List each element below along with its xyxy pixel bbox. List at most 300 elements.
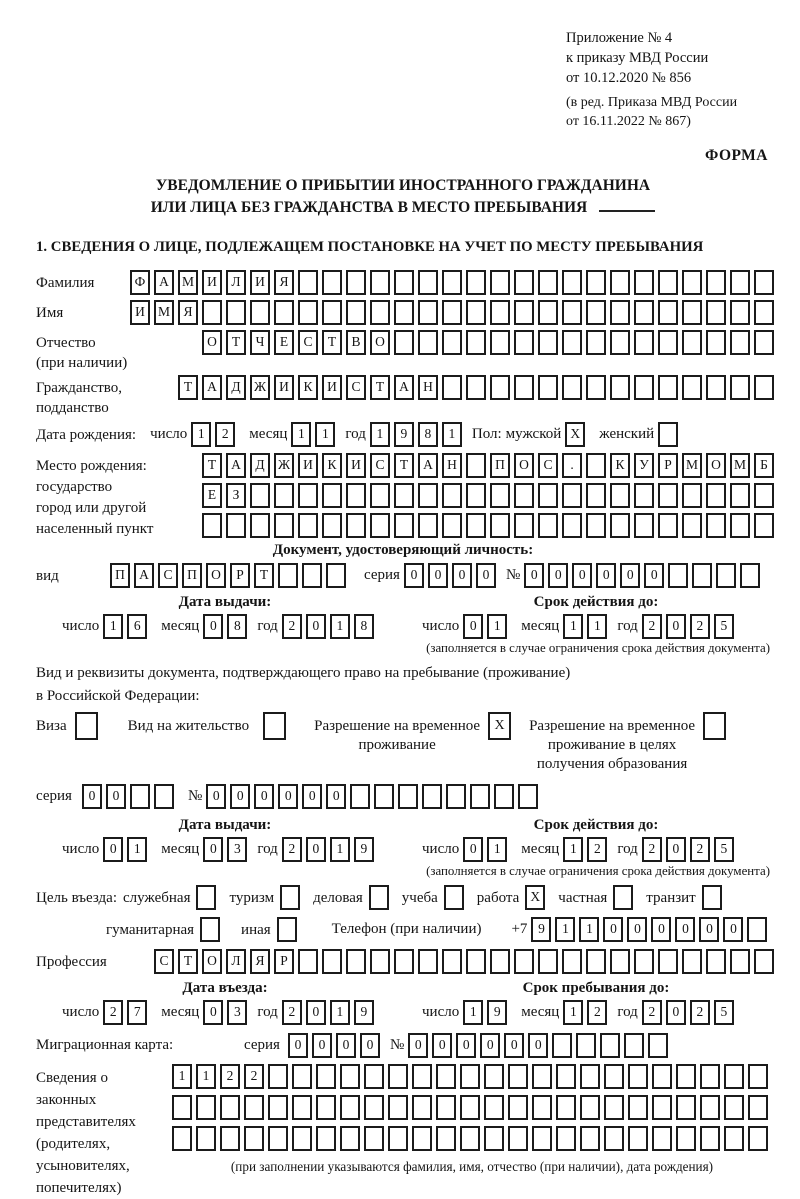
cell[interactable] [700, 1126, 720, 1151]
cell[interactable]: 9 [354, 1000, 374, 1025]
cell[interactable] [394, 483, 414, 508]
cell[interactable] [682, 330, 702, 355]
cell[interactable]: 2 [642, 837, 662, 862]
cell[interactable] [748, 1095, 768, 1120]
cell[interactable] [346, 270, 366, 295]
cell[interactable] [202, 300, 222, 325]
cell[interactable] [586, 483, 606, 508]
cell[interactable] [346, 483, 366, 508]
cell[interactable]: 1 [330, 614, 350, 639]
cell[interactable] [702, 885, 722, 910]
cell[interactable]: 2 [587, 1000, 607, 1025]
cell[interactable] [730, 513, 750, 538]
cell[interactable]: 7 [127, 1000, 147, 1025]
cell[interactable]: 0 [675, 917, 695, 942]
cell[interactable] [436, 1126, 456, 1151]
cell[interactable]: 0 [408, 1033, 428, 1058]
cell[interactable] [610, 513, 630, 538]
cell[interactable] [658, 513, 678, 538]
cell[interactable]: С [154, 949, 174, 974]
cell[interactable] [460, 1064, 480, 1089]
cell[interactable]: О [206, 563, 226, 588]
cell[interactable] [278, 563, 298, 588]
birth-place-row1-cells[interactable] [202, 453, 778, 478]
cell[interactable] [556, 1126, 576, 1151]
residence-number-cells[interactable] [206, 784, 542, 809]
cell[interactable] [442, 949, 462, 974]
cell[interactable]: С [538, 453, 558, 478]
cell[interactable] [562, 375, 582, 400]
cell[interactable]: 0 [456, 1033, 476, 1058]
cell[interactable] [250, 483, 270, 508]
cell[interactable] [220, 1095, 240, 1120]
cell[interactable]: 0 [528, 1033, 548, 1058]
cell[interactable] [442, 330, 462, 355]
cell[interactable] [730, 330, 750, 355]
cell[interactable] [442, 300, 462, 325]
cell[interactable] [172, 1095, 192, 1120]
cell[interactable]: 2 [690, 614, 710, 639]
cell[interactable] [754, 330, 774, 355]
cell[interactable]: 0 [480, 1033, 500, 1058]
cell[interactable] [730, 300, 750, 325]
cell[interactable] [418, 300, 438, 325]
cell[interactable]: Я [250, 949, 270, 974]
cell[interactable] [466, 300, 486, 325]
cell[interactable] [490, 513, 510, 538]
stay-month-cells[interactable] [563, 1000, 611, 1025]
cell[interactable] [682, 375, 702, 400]
cell[interactable]: 0 [644, 563, 664, 588]
cell[interactable] [394, 513, 414, 538]
cell[interactable]: 1 [172, 1064, 192, 1089]
cell[interactable] [446, 784, 466, 809]
cell[interactable]: М [682, 453, 702, 478]
cell[interactable]: 0 [306, 837, 326, 862]
cell[interactable] [580, 1095, 600, 1120]
cell[interactable]: П [110, 563, 130, 588]
cell[interactable]: Т [202, 453, 222, 478]
doc-number-cells[interactable] [524, 563, 764, 588]
cell[interactable] [292, 1095, 312, 1120]
cell[interactable]: 1 [330, 837, 350, 862]
cell[interactable] [490, 375, 510, 400]
cell[interactable]: Р [230, 563, 250, 588]
residence-valid-month-cells[interactable] [563, 837, 611, 862]
cell[interactable]: 0 [666, 1000, 686, 1025]
cell[interactable] [388, 1095, 408, 1120]
cell[interactable] [740, 563, 760, 588]
cell[interactable] [172, 1126, 192, 1151]
cell[interactable] [268, 1064, 288, 1089]
cell[interactable] [610, 330, 630, 355]
cell[interactable]: 8 [227, 614, 247, 639]
cell[interactable]: 0 [476, 563, 496, 588]
cell[interactable] [586, 375, 606, 400]
doc-issue-month-cells[interactable] [203, 614, 251, 639]
cell[interactable] [388, 1126, 408, 1151]
cell[interactable] [586, 453, 606, 478]
purpose-study-checkbox[interactable] [444, 885, 468, 910]
cell[interactable] [692, 563, 712, 588]
cell[interactable] [244, 1095, 264, 1120]
cell[interactable] [706, 513, 726, 538]
cell[interactable]: Т [394, 453, 414, 478]
cell[interactable]: С [346, 375, 366, 400]
cell[interactable] [538, 949, 558, 974]
cell[interactable]: Т [254, 563, 274, 588]
cell[interactable] [562, 330, 582, 355]
cell[interactable] [154, 784, 174, 809]
cell[interactable]: Е [202, 483, 222, 508]
cell[interactable]: 2 [244, 1064, 264, 1089]
cell[interactable] [220, 1126, 240, 1151]
stay-day-cells[interactable] [463, 1000, 511, 1025]
cell[interactable]: 0 [203, 1000, 223, 1025]
cell[interactable] [374, 784, 394, 809]
cell[interactable] [490, 949, 510, 974]
cell[interactable] [398, 784, 418, 809]
cell[interactable]: 0 [206, 784, 226, 809]
cell[interactable] [226, 513, 246, 538]
cell[interactable] [196, 1126, 216, 1151]
cell[interactable] [322, 270, 342, 295]
cell[interactable] [747, 917, 767, 942]
cell[interactable] [436, 1064, 456, 1089]
cell[interactable] [466, 375, 486, 400]
cell[interactable]: 1 [487, 837, 507, 862]
cell[interactable] [298, 300, 318, 325]
cell[interactable] [274, 483, 294, 508]
residence-valid-year-cells[interactable] [642, 837, 738, 862]
cell[interactable]: К [322, 453, 342, 478]
cell[interactable] [490, 330, 510, 355]
cell[interactable]: Л [226, 270, 246, 295]
cell[interactable]: С [370, 453, 390, 478]
cell[interactable] [418, 513, 438, 538]
cell[interactable]: 1 [127, 837, 147, 862]
cell[interactable] [628, 1095, 648, 1120]
purpose-other-checkbox[interactable] [277, 917, 301, 942]
cell[interactable]: 2 [282, 1000, 302, 1025]
cell[interactable]: М [178, 270, 198, 295]
cell[interactable]: 0 [103, 837, 123, 862]
doc-series-cells[interactable] [404, 563, 500, 588]
cell[interactable]: К [610, 453, 630, 478]
cell[interactable]: П [490, 453, 510, 478]
cell[interactable] [658, 375, 678, 400]
cell[interactable]: 0 [404, 563, 424, 588]
cell[interactable]: 1 [191, 422, 211, 447]
cell[interactable]: А [226, 453, 246, 478]
cell[interactable] [490, 483, 510, 508]
cell[interactable] [292, 1064, 312, 1089]
cell[interactable] [292, 1126, 312, 1151]
cell[interactable] [442, 513, 462, 538]
phone-cells[interactable] [531, 917, 771, 942]
cell[interactable] [706, 949, 726, 974]
cell[interactable] [277, 917, 297, 942]
cell[interactable]: 1 [291, 422, 311, 447]
cell[interactable] [484, 1126, 504, 1151]
cell[interactable]: 0 [627, 917, 647, 942]
cell[interactable] [700, 1095, 720, 1120]
cell[interactable] [604, 1095, 624, 1120]
cell[interactable]: 0 [620, 563, 640, 588]
representatives-row2-cells[interactable] [172, 1095, 772, 1120]
cell[interactable]: 2 [690, 837, 710, 862]
cell[interactable] [388, 1064, 408, 1089]
cell[interactable]: Т [226, 330, 246, 355]
cell[interactable] [422, 784, 442, 809]
cell[interactable] [350, 784, 370, 809]
doc-valid-month-cells[interactable] [563, 614, 611, 639]
entry-month-cells[interactable] [203, 1000, 251, 1025]
cell[interactable]: 0 [203, 837, 223, 862]
cell[interactable]: 9 [531, 917, 551, 942]
purpose-private-checkbox[interactable] [613, 885, 637, 910]
cell[interactable]: 1 [370, 422, 390, 447]
cell[interactable] [658, 330, 678, 355]
cell[interactable] [610, 483, 630, 508]
cell[interactable] [369, 885, 389, 910]
cell[interactable] [326, 563, 346, 588]
cell[interactable] [724, 1126, 744, 1151]
cell[interactable]: 1 [587, 614, 607, 639]
cell[interactable]: И [322, 375, 342, 400]
cell[interactable]: 1 [563, 614, 583, 639]
cell[interactable]: 0 [463, 614, 483, 639]
cell[interactable] [130, 784, 150, 809]
cell[interactable]: О [202, 949, 222, 974]
cell[interactable]: 0 [452, 563, 472, 588]
cell[interactable]: 0 [699, 917, 719, 942]
cell[interactable] [538, 375, 558, 400]
cell[interactable] [682, 949, 702, 974]
entry-day-cells[interactable] [103, 1000, 151, 1025]
cell[interactable] [444, 885, 464, 910]
cell[interactable] [730, 483, 750, 508]
cell[interactable]: 3 [227, 837, 247, 862]
cell[interactable]: 0 [666, 614, 686, 639]
cell[interactable] [412, 1095, 432, 1120]
cell[interactable]: . [562, 453, 582, 478]
cell[interactable]: 0 [302, 784, 322, 809]
cell[interactable]: 6 [127, 614, 147, 639]
cell[interactable] [604, 1126, 624, 1151]
cell[interactable] [562, 513, 582, 538]
cell[interactable]: И [298, 453, 318, 478]
cell[interactable]: 3 [227, 1000, 247, 1025]
cell[interactable]: 0 [254, 784, 274, 809]
cell[interactable] [442, 270, 462, 295]
cell[interactable] [538, 270, 558, 295]
cell[interactable]: Н [442, 453, 462, 478]
cell[interactable]: Б [754, 453, 774, 478]
cell[interactable] [302, 563, 322, 588]
cell[interactable] [648, 1033, 668, 1058]
cell[interactable] [514, 483, 534, 508]
cell[interactable]: 1 [563, 1000, 583, 1025]
cell[interactable] [562, 270, 582, 295]
cell[interactable]: 2 [220, 1064, 240, 1089]
cell[interactable]: А [154, 270, 174, 295]
cell[interactable] [263, 712, 286, 740]
cell[interactable] [538, 483, 558, 508]
cell[interactable]: 0 [278, 784, 298, 809]
cell[interactable] [562, 300, 582, 325]
cell[interactable]: 0 [723, 917, 743, 942]
doc-valid-year-cells[interactable] [642, 614, 738, 639]
cell[interactable] [364, 1095, 384, 1120]
cell[interactable] [676, 1095, 696, 1120]
cell[interactable]: 1 [315, 422, 335, 447]
cell[interactable] [586, 270, 606, 295]
cell[interactable] [586, 330, 606, 355]
birth-place-row3-cells[interactable] [202, 513, 778, 538]
cell[interactable]: О [514, 453, 534, 478]
cell[interactable]: 1 [555, 917, 575, 942]
cell[interactable]: Р [658, 453, 678, 478]
cell[interactable] [634, 300, 654, 325]
cell[interactable]: С [298, 330, 318, 355]
birth-month-cells[interactable] [291, 422, 339, 447]
cell[interactable] [280, 885, 300, 910]
cell[interactable] [652, 1126, 672, 1151]
cell[interactable]: 2 [642, 614, 662, 639]
cell[interactable] [322, 513, 342, 538]
cell[interactable] [552, 1033, 572, 1058]
birth-year-cells[interactable] [370, 422, 466, 447]
cell[interactable] [682, 483, 702, 508]
cell[interactable]: Д [250, 453, 270, 478]
cell[interactable]: 0 [203, 614, 223, 639]
cell[interactable] [436, 1095, 456, 1120]
cell[interactable]: 0 [106, 784, 126, 809]
cell[interactable]: 0 [432, 1033, 452, 1058]
cell[interactable] [470, 784, 490, 809]
patronymic-cells[interactable] [202, 330, 778, 355]
cell[interactable]: 8 [354, 614, 374, 639]
cell[interactable] [298, 483, 318, 508]
cell[interactable] [628, 1126, 648, 1151]
cell[interactable] [274, 300, 294, 325]
cell[interactable]: Е [274, 330, 294, 355]
sex-female-checkbox[interactable] [658, 422, 682, 447]
cell[interactable] [518, 784, 538, 809]
cell[interactable]: X [525, 885, 545, 910]
cell[interactable] [706, 375, 726, 400]
cell[interactable] [610, 949, 630, 974]
cell[interactable] [412, 1126, 432, 1151]
cell[interactable] [412, 1064, 432, 1089]
cell[interactable] [316, 1064, 336, 1089]
cell[interactable]: 5 [714, 1000, 734, 1025]
cell[interactable] [576, 1033, 596, 1058]
cell[interactable]: X [488, 712, 511, 740]
cell[interactable]: 0 [666, 837, 686, 862]
cell[interactable]: X [565, 422, 585, 447]
cell[interactable]: 0 [651, 917, 671, 942]
cell[interactable] [484, 1064, 504, 1089]
cell[interactable]: 0 [360, 1033, 380, 1058]
cell[interactable]: И [202, 270, 222, 295]
cell[interactable]: И [250, 270, 270, 295]
representatives-row3-cells[interactable] [172, 1126, 772, 1151]
cell[interactable] [514, 270, 534, 295]
cell[interactable]: 2 [215, 422, 235, 447]
cell[interactable] [748, 1126, 768, 1151]
cell[interactable]: О [370, 330, 390, 355]
cell[interactable] [538, 513, 558, 538]
doc-issue-year-cells[interactable] [282, 614, 378, 639]
cell[interactable] [196, 885, 216, 910]
cell[interactable]: 2 [103, 1000, 123, 1025]
cell[interactable] [514, 949, 534, 974]
cell[interactable] [322, 483, 342, 508]
cell[interactable] [490, 270, 510, 295]
cell[interactable] [340, 1064, 360, 1089]
cell[interactable]: 2 [690, 1000, 710, 1025]
temp-residence-checkbox[interactable] [488, 712, 515, 740]
cell[interactable] [613, 885, 633, 910]
cell[interactable]: А [418, 453, 438, 478]
cell[interactable] [730, 949, 750, 974]
cell[interactable] [634, 330, 654, 355]
cell[interactable]: 9 [394, 422, 414, 447]
cell[interactable]: Р [274, 949, 294, 974]
cell[interactable] [754, 375, 774, 400]
cell[interactable] [250, 513, 270, 538]
cell[interactable] [556, 1095, 576, 1120]
cell[interactable]: Д [226, 375, 246, 400]
cell[interactable] [268, 1126, 288, 1151]
cell[interactable]: М [730, 453, 750, 478]
birth-day-cells[interactable] [191, 422, 239, 447]
cell[interactable] [586, 513, 606, 538]
cell[interactable] [628, 1064, 648, 1089]
cell[interactable]: 9 [487, 1000, 507, 1025]
cell[interactable] [466, 513, 486, 538]
cell[interactable] [322, 949, 342, 974]
cell[interactable] [196, 1095, 216, 1120]
cell[interactable] [703, 712, 726, 740]
cell[interactable] [274, 513, 294, 538]
cell[interactable]: 2 [587, 837, 607, 862]
cell[interactable] [340, 1126, 360, 1151]
cell[interactable]: Ф [130, 270, 150, 295]
cell[interactable]: 5 [714, 837, 734, 862]
cell[interactable] [442, 375, 462, 400]
cell[interactable] [600, 1033, 620, 1058]
cell[interactable]: Ж [274, 453, 294, 478]
cell[interactable] [652, 1064, 672, 1089]
cell[interactable]: 9 [354, 837, 374, 862]
cell[interactable]: 5 [714, 614, 734, 639]
cell[interactable] [418, 270, 438, 295]
cell[interactable] [200, 917, 220, 942]
cell[interactable] [508, 1095, 528, 1120]
cell[interactable] [580, 1064, 600, 1089]
cell[interactable] [532, 1095, 552, 1120]
cell[interactable] [75, 712, 98, 740]
cell[interactable]: 1 [463, 1000, 483, 1025]
cell[interactable] [514, 330, 534, 355]
surname-cells[interactable] [130, 270, 778, 295]
cell[interactable]: 0 [572, 563, 592, 588]
cell[interactable]: О [202, 330, 222, 355]
cell[interactable] [556, 1064, 576, 1089]
